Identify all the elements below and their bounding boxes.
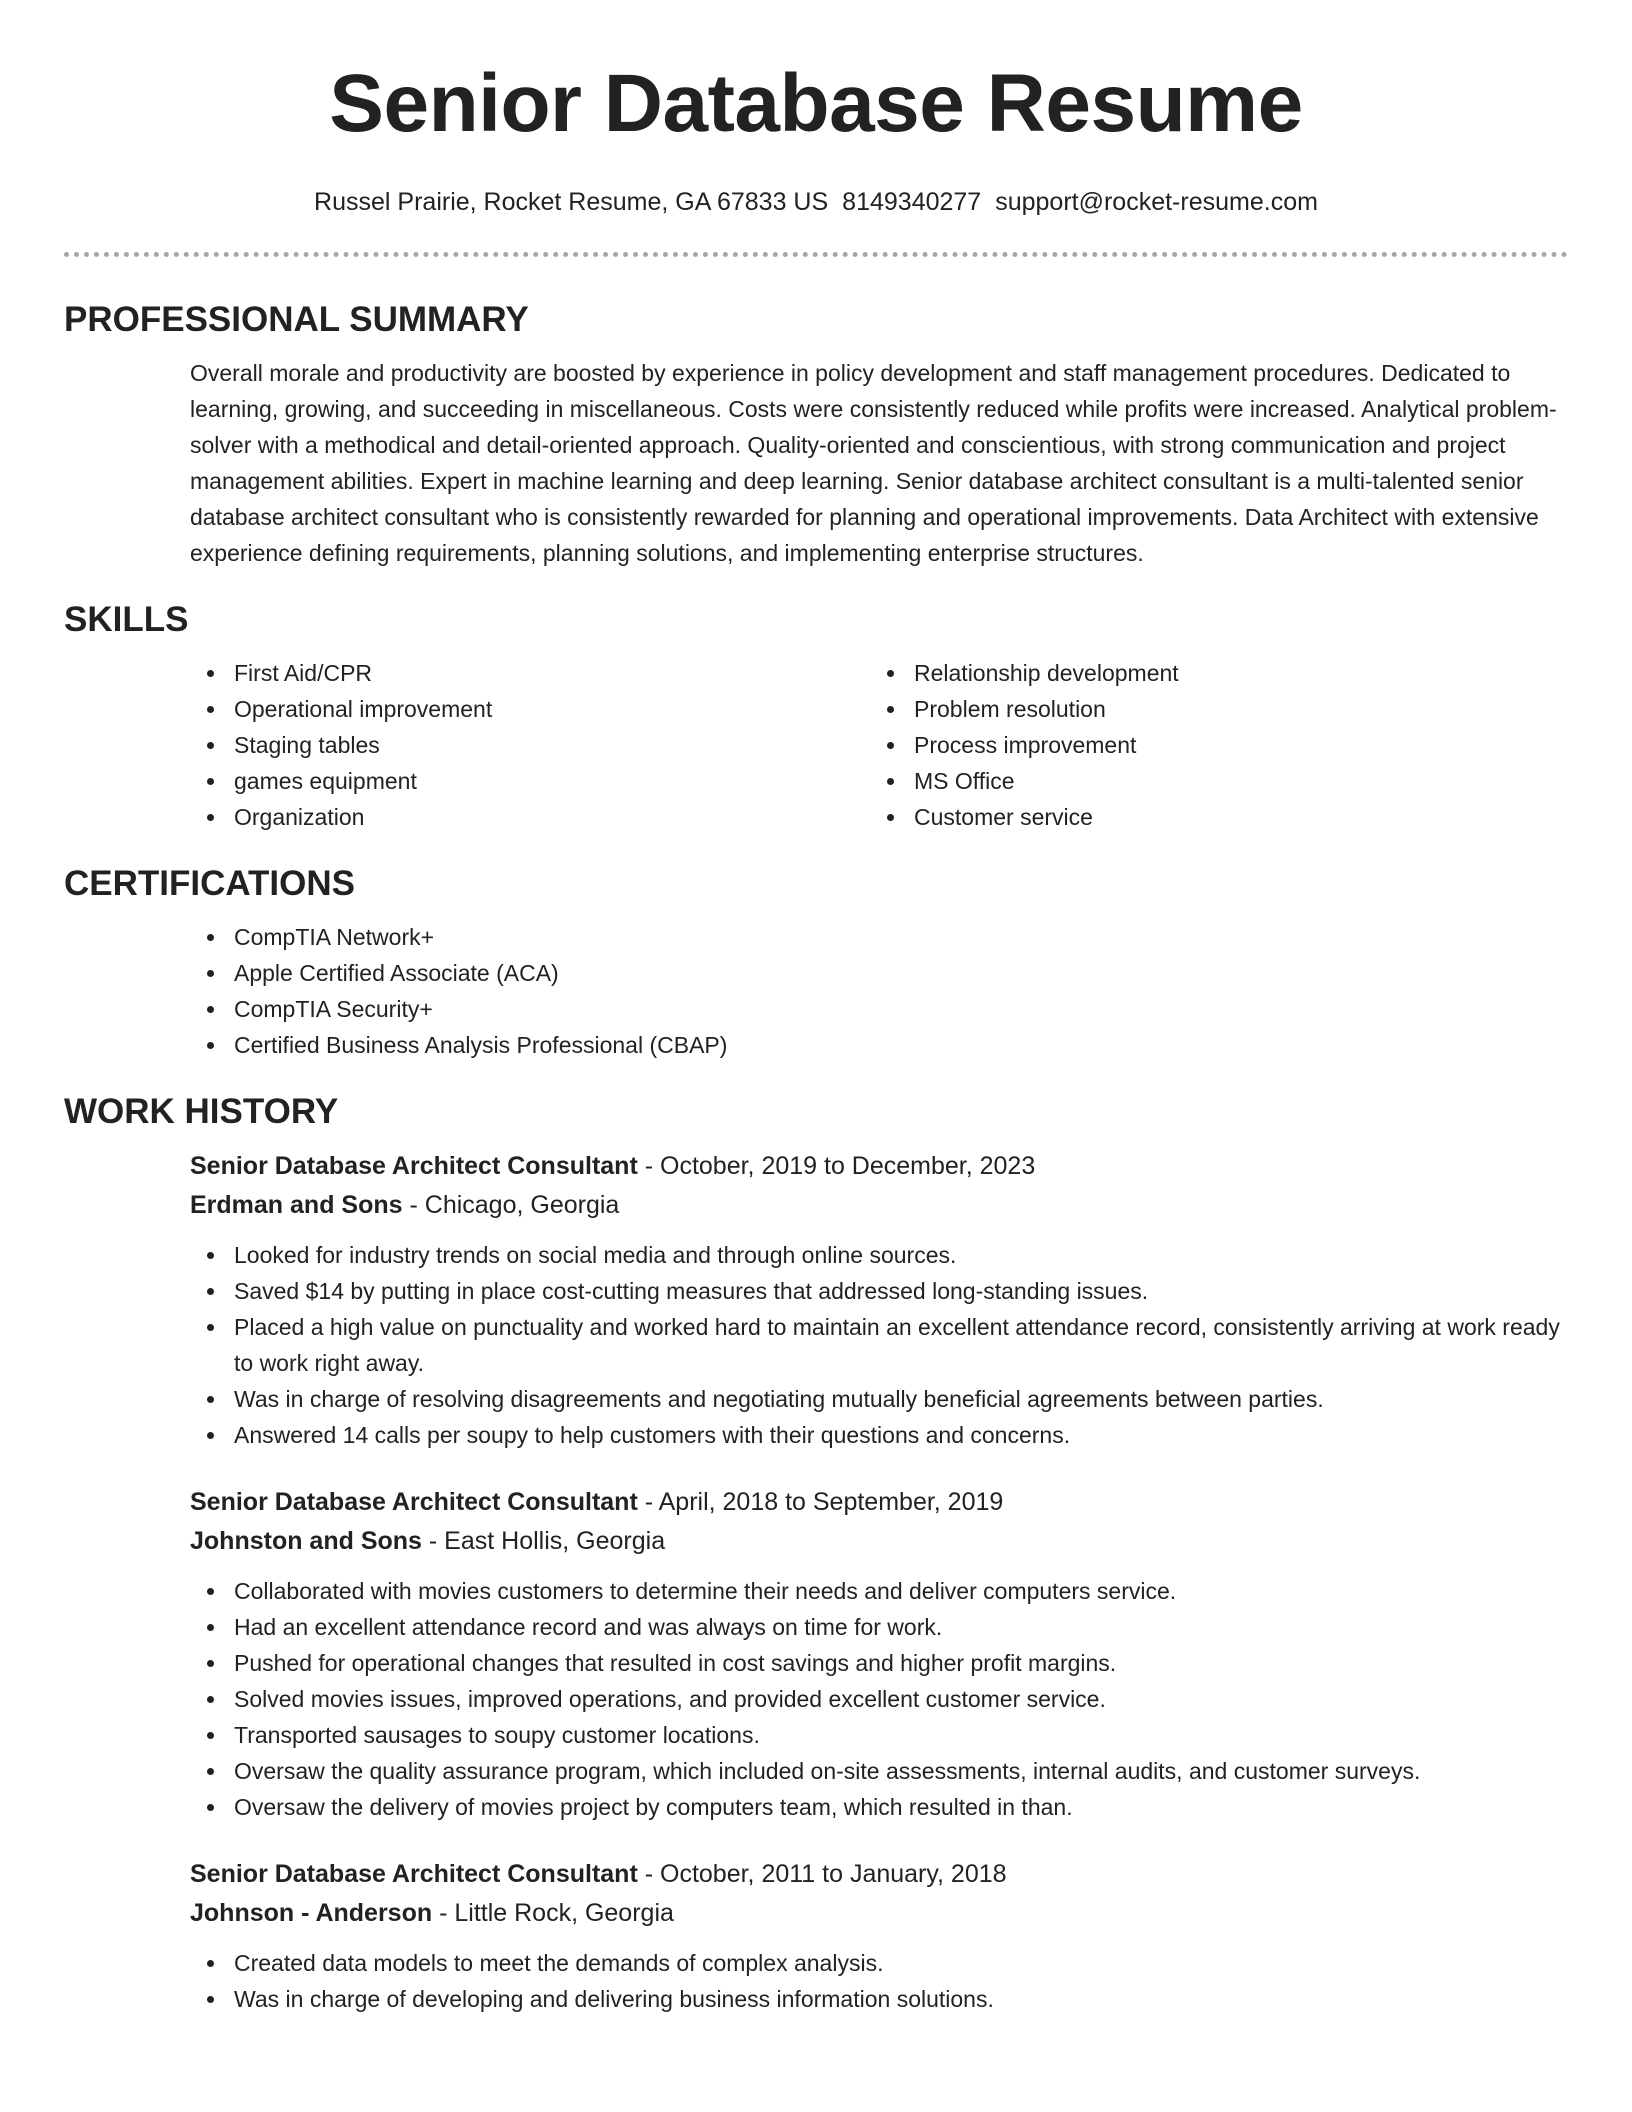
skill-item: Relationship development — [914, 655, 1550, 691]
job-title-line — [190, 1483, 1568, 1522]
job-bullet: Answered 14 calls per soupy to help customers with their questions and concerns. — [234, 1417, 1568, 1453]
job-bullets — [190, 1237, 1568, 1453]
certification-item: Apple Certified Associate (ACA) — [234, 955, 1568, 991]
skills-column-left — [190, 655, 870, 835]
resume-page — [64, 0, 1568, 2017]
contact-phone: 8149340277 — [842, 188, 982, 216]
job-company: Erdman and Sons — [190, 1191, 403, 1219]
job-bullets — [190, 1573, 1568, 1825]
summary-heading: PROFESSIONAL SUMMARY — [64, 300, 529, 339]
skills-heading: SKILLS — [64, 600, 189, 639]
work-history-heading: WORK HISTORY — [64, 1092, 339, 1131]
job-bullet: Collaborated with movies customers to determine their needs and deliver computers service. — [234, 1573, 1568, 1609]
job-bullet: Oversaw the quality assurance program, which included on-site assessments, internal audits, and customer surveys. — [234, 1753, 1568, 1789]
job-location: - East Hollis, Georgia — [421, 1527, 666, 1555]
header-divider — [64, 252, 1568, 257]
job-dates: - April, 2018 to September, 2019 — [637, 1488, 1004, 1516]
job-title: Senior Database Architect Consultant — [190, 1488, 638, 1516]
skill-item: games equipment — [234, 763, 870, 799]
skills-column-right — [870, 655, 1550, 835]
job-bullets — [190, 1945, 1568, 2017]
certifications-heading: CERTIFICATIONS — [64, 864, 356, 903]
certifications-list — [190, 919, 1568, 1063]
job-bullet: Transported sausages to soupy customer locations. — [234, 1717, 1568, 1753]
job-bullet: Had an excellent attendance record and was always on time for work. — [234, 1609, 1568, 1645]
job-company: Johnson - Anderson — [190, 1899, 433, 1927]
job-bullet: Oversaw the delivery of movies project by computers team, which resulted in than. — [234, 1789, 1568, 1825]
skill-item: First Aid/CPR — [234, 655, 870, 691]
job-title-line — [190, 1147, 1568, 1186]
job-entry — [190, 1483, 1568, 1825]
job-dates: - October, 2011 to January, 2018 — [637, 1860, 1007, 1888]
job-location: - Little Rock, Georgia — [432, 1899, 674, 1927]
job-company: Johnston and Sons — [190, 1527, 422, 1555]
skill-item: Organization — [234, 799, 870, 835]
job-dates: - October, 2019 to December, 2023 — [637, 1152, 1036, 1180]
job-entry — [190, 1147, 1568, 1453]
skill-item: Staging tables — [234, 727, 870, 763]
job-location: - Chicago, Georgia — [402, 1191, 620, 1219]
skill-item: Problem resolution — [914, 691, 1550, 727]
job-title: Senior Database Architect Consultant — [190, 1860, 638, 1888]
job-bullet: Saved $14 by putting in place cost-cutting measures that addressed long-standing issues. — [234, 1273, 1568, 1309]
skill-item: MS Office — [914, 763, 1550, 799]
job-bullet: Was in charge of resolving disagreements and negotiating mutually beneficial agreements between parties. — [234, 1381, 1568, 1417]
skill-item: Customer service — [914, 799, 1550, 835]
job-title-line — [190, 1855, 1568, 1894]
job-bullet: Looked for industry trends on social media and through online sources. — [234, 1237, 1568, 1273]
resume-title: Senior Database Resume — [329, 58, 1303, 149]
skills-grid — [190, 655, 1568, 835]
job-bullet: Was in charge of developing and delivering business information solutions. — [234, 1981, 1568, 2017]
job-bullet: Created data models to meet the demands of complex analysis. — [234, 1945, 1568, 1981]
skill-item: Operational improvement — [234, 691, 870, 727]
certification-item: CompTIA Network+ — [234, 919, 1568, 955]
job-entry — [190, 1855, 1568, 2017]
contact-email: support@rocket-resume.com — [995, 188, 1318, 216]
job-bullet: Placed a high value on punctuality and worked hard to maintain an excellent attendance record, consistently arriving at work ready to work right away. — [234, 1309, 1568, 1381]
certification-item: Certified Business Analysis Professional (CBAP) — [234, 1027, 1568, 1063]
job-bullet: Solved movies issues, improved operations, and provided excellent customer service. — [234, 1681, 1568, 1717]
job-title: Senior Database Architect Consultant — [190, 1152, 638, 1180]
summary-text: Overall morale and productivity are boosted by experience in policy development and staff management procedures. Dedicated to learning, growing, and succeeding in miscellaneous. Costs were consistently reduced while profits were increased. Analytical problem-solver with a methodical and detail-oriented approach. Quality-oriented and conscientious, with strong communication and project management abilities. Expert in machine learning and deep learning. Senior database architect consultant is a multi-talented senior database architect consultant who is consistently rewarded for planning and operational improvements. Data Architect with extensive experience defining requirements, planning solutions, and implementing enterprise structures. — [190, 360, 1557, 566]
job-company-line — [190, 1522, 1568, 1561]
skill-item: Process improvement — [914, 727, 1550, 763]
job-company-line — [190, 1894, 1568, 1933]
job-company-line — [190, 1186, 1568, 1225]
job-bullet: Pushed for operational changes that resulted in cost savings and higher profit margins. — [234, 1645, 1568, 1681]
certification-item: CompTIA Security+ — [234, 991, 1568, 1027]
contact-line — [64, 187, 1568, 217]
contact-address: Russel Prairie, Rocket Resume, GA 67833 US — [314, 188, 829, 216]
